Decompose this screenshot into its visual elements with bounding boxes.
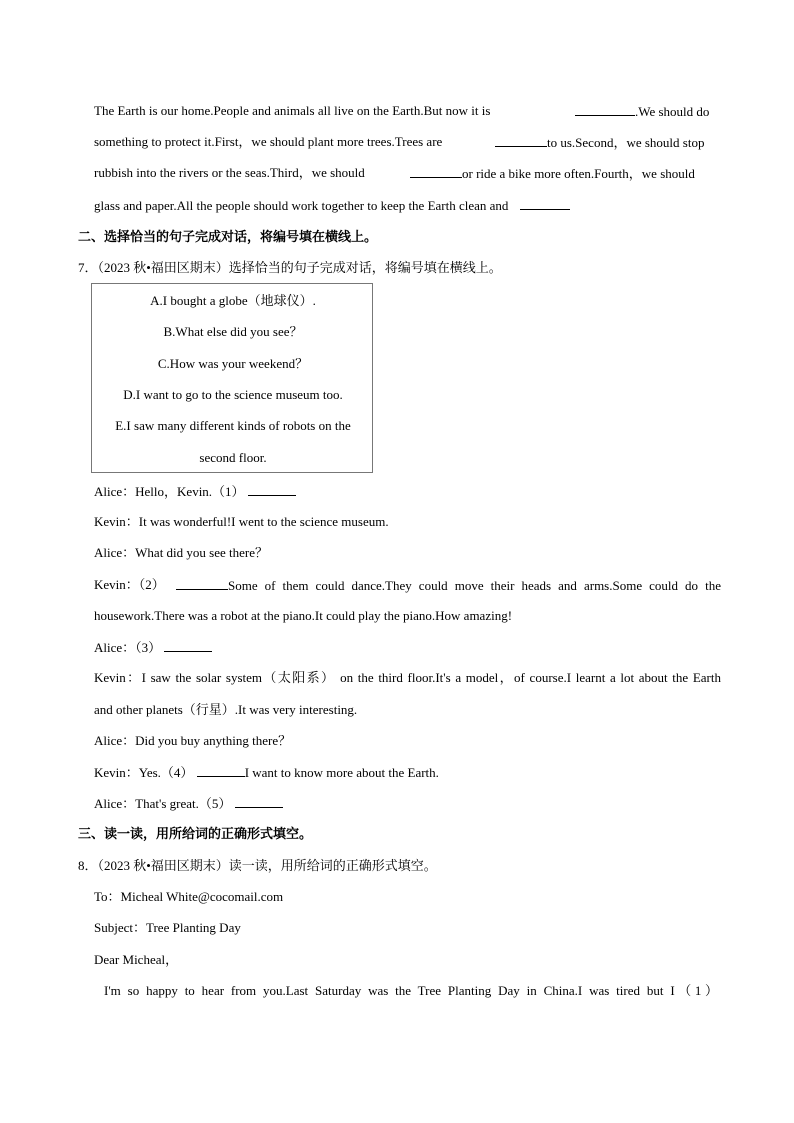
- section-heading: 三、读一读，用所给词的正确形式填空。: [78, 826, 313, 841]
- dialogue-line-end: Some of them could dance.They could move their heads and arms.Some could do the: [176, 577, 721, 594]
- option-e-continued: second floor.: [199, 450, 267, 465]
- option-b: B.What else did you see？: [163, 324, 303, 339]
- dialogue-line: and other planets（行星）.It was very interesting.: [94, 702, 358, 717]
- answer-blank-4[interactable]: [197, 764, 245, 777]
- passage-line-1-end: [575, 103, 709, 120]
- dialogue-line: Alice：Did you buy anything there？: [94, 733, 292, 748]
- passage-text: or ride a bike more often.Fourth，we should: [462, 166, 695, 181]
- answer-blank-3[interactable]: [164, 639, 212, 652]
- answer-blank[interactable]: [495, 134, 547, 147]
- passage-text: rubbish into the rivers or the seas.Third，we should: [94, 165, 365, 180]
- answer-blank[interactable]: [520, 197, 570, 210]
- dialogue-line: Alice：That's great.（5）: [94, 795, 283, 812]
- passage-line-4: [94, 197, 570, 214]
- passage-text: to us.Second，we should stop: [547, 135, 705, 150]
- email-subject: Subject：Tree Planting Day: [94, 920, 241, 935]
- email-greeting: Dear Micheal，: [94, 952, 179, 967]
- question-prompt: 7．（2023 秋•福田区期末）选择恰当的句子完成对话，将编号填在横线上。: [78, 260, 502, 275]
- question-prompt: 8．（2023 秋•福田区期末）读一读，用所给词的正确形式填空。: [78, 858, 437, 873]
- dialogue-line: Kevin：I saw the solar system（太阳系） on the third floor.It's a model，of course.I learnt a lot about the Earth: [94, 670, 721, 685]
- passage-line-2: [94, 134, 442, 150]
- answer-blank[interactable]: [410, 165, 462, 178]
- dialogue-line: Alice：What did you see there？: [94, 545, 268, 560]
- section-heading: 二、选择恰当的句子完成对话，将编号填在横线上。: [78, 229, 378, 244]
- dialogue-line: Alice：Hello，Kevin.（1）: [94, 483, 296, 500]
- email-body: I'm so happy to hear from you.Last Saturday was the Tree Planting Day in China.I was tired but I（1）: [104, 983, 718, 998]
- option-d: D.I want to go to the science museum too.: [123, 387, 343, 402]
- answer-blank-2[interactable]: [176, 577, 228, 590]
- answer-blank[interactable]: [575, 103, 635, 116]
- dialogue-line: Kevin：（2）: [94, 577, 165, 592]
- answer-blank-1[interactable]: [248, 483, 296, 496]
- passage-line-3: [94, 165, 365, 181]
- passage-line-2-end: [495, 134, 704, 151]
- answer-blank-5[interactable]: [235, 795, 283, 808]
- passage-line-3-end: [410, 165, 695, 182]
- dialogue-line: Alice：（3）: [94, 639, 212, 656]
- option-a: A.I bought a globe（地球仪）.: [150, 293, 316, 308]
- passage-text: something to protect it.First，we should plant more trees.Trees are: [94, 134, 443, 149]
- passage-line-1: [94, 103, 490, 119]
- dialogue-line: housework.There was a robot at the piano.It could play the piano.How amazing!: [94, 608, 513, 623]
- option-c: C.How was your weekend？: [157, 356, 309, 371]
- dialogue-line: Kevin：It was wonderful!I went to the science museum.: [94, 514, 389, 529]
- option-e: E.I saw many different kinds of robots on the: [115, 418, 351, 433]
- passage-text: glass and paper.All the people should work together to keep the Earth clean and: [94, 198, 509, 213]
- options-box: [91, 283, 373, 473]
- email-to: To：Micheal White@cocomail.com: [94, 889, 284, 904]
- dialogue-line: Kevin：Yes.（4） I want to know more about the Earth.: [94, 765, 439, 780]
- passage-text: .We should do: [635, 104, 710, 119]
- passage-text: The Earth is our home.People and animals all live on the Earth.But now it is: [94, 103, 491, 118]
